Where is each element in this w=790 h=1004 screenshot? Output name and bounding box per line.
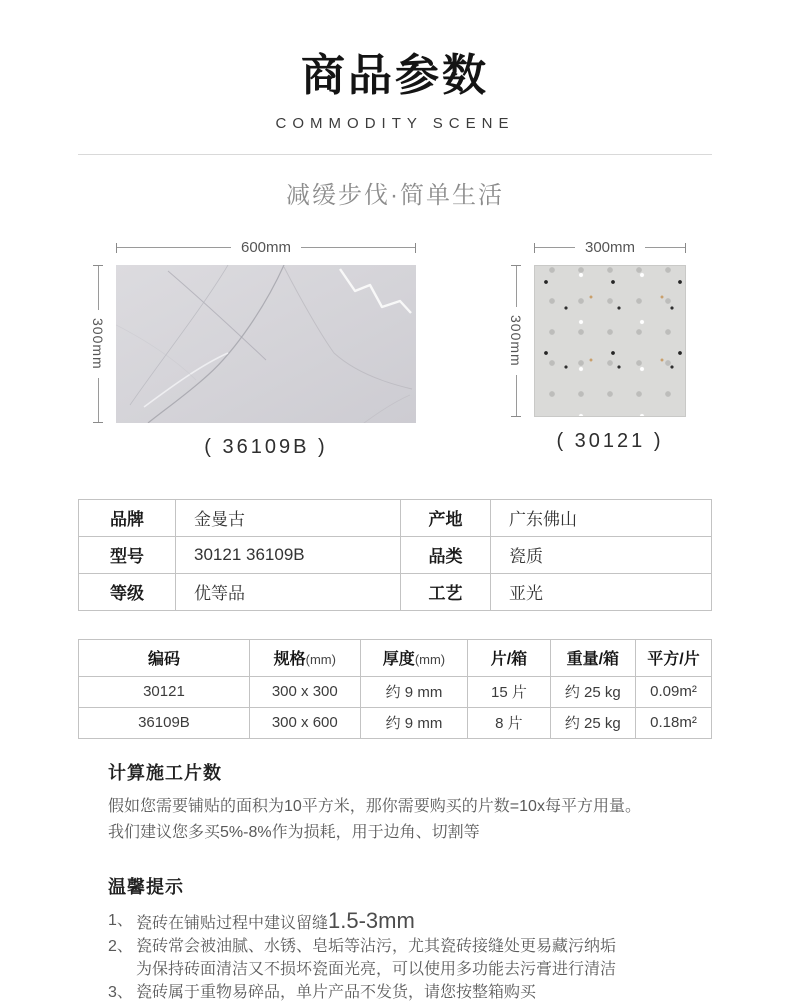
table-row [79, 536, 712, 573]
spec-cell: 8 片 [468, 707, 550, 738]
column-header: 平方/片 [636, 639, 712, 676]
info-value: 广东佛山 [491, 499, 712, 536]
spec-cell: 15 片 [468, 676, 550, 707]
height-dimension-label: 300mm [508, 314, 524, 367]
height-dimension-line [92, 265, 104, 423]
tip-highlight: 1.5-3mm [328, 907, 415, 933]
table-row [79, 573, 712, 610]
info-label: 工艺 [401, 573, 491, 610]
table-header-row [79, 639, 712, 676]
column-header: 规格(mm) [249, 639, 360, 676]
figure-30121 [510, 240, 686, 459]
info-value: 亚光 [491, 573, 712, 610]
column-header: 重量/箱 [550, 639, 635, 676]
tips-section [78, 873, 712, 1004]
spec-cell: 36109B [79, 707, 250, 738]
info-value: 优等品 [176, 573, 401, 610]
column-header: 片/箱 [468, 639, 550, 676]
tip-item: 3、 瓷砖属于重物易碎品，单片产品不发货，请您按整箱购买 [108, 981, 712, 1004]
tile-figures [78, 240, 712, 459]
spec-cell: 0.18m² [636, 707, 712, 738]
column-header: 厚度(mm) [360, 639, 468, 676]
tip-item: 2、 瓷砖常会被油腻、水锈、皂垢等沾污，尤其瓷砖接缝处更易藏污纳垢 为保持砖面清洁又不损坏瓷面光亮，可以使用多功能去污膏进行清洁 [108, 935, 712, 981]
spec-cell: 约 9 mm [360, 676, 468, 707]
terrazzo-tile-image [534, 265, 686, 417]
spec-cell: 约 25 kg [550, 707, 635, 738]
tip-text: 瓷砖常会被油腻、水锈、皂垢等沾污，尤其瓷砖接缝处更易藏污纳垢 为保持砖面清洁又不损坏瓷面光亮，可以使用多功能去污膏进行清洁 [136, 937, 617, 978]
tagline: 减缓步伐·简单生活 [286, 181, 504, 209]
width-dimension-label: 600mm [240, 239, 292, 257]
tip-text: 瓷砖在铺贴过程中建议留缝1.5-3mm [136, 907, 415, 933]
width-dimension-label: 300mm [584, 239, 636, 257]
page-title: 商品参数 [301, 51, 489, 100]
width-dimension-line [534, 240, 686, 256]
spec-cell: 约 9 mm [360, 707, 468, 738]
spec-table [78, 639, 712, 739]
width-dimension-line [116, 240, 416, 256]
page-header [0, 0, 790, 210]
table-row [79, 707, 712, 738]
info-value: 瓷质 [491, 536, 712, 573]
calc-line: 假如您需要铺贴的面积为10平方米，那你需要购买的片数=10x每平方用量。 [108, 797, 641, 815]
info-label: 品牌 [79, 499, 176, 536]
calc-section [78, 759, 712, 846]
info-value: 30121 36109B [176, 536, 401, 573]
tile-code-label: ( 36109B ) [204, 435, 328, 458]
tile-code-label: ( 30121 ) [556, 429, 664, 452]
tip-item: 1、 瓷砖在铺贴过程中建议留缝1.5-3mm [108, 907, 415, 933]
spec-cell: 300 x 300 [249, 676, 360, 707]
header-divider [78, 154, 712, 155]
spec-cell: 300 x 600 [249, 707, 360, 738]
spec-cell: 30121 [79, 676, 250, 707]
info-label: 等级 [79, 573, 176, 610]
info-label: 型号 [79, 536, 176, 573]
calc-heading: 计算施工片数 [108, 762, 222, 783]
tips-heading: 温馨提示 [108, 876, 184, 897]
table-row [79, 499, 712, 536]
spec-cell: 约 25 kg [550, 676, 635, 707]
height-dimension-line [510, 265, 522, 417]
info-label: 品类 [401, 536, 491, 573]
table-row [79, 676, 712, 707]
calc-line: 我们建议您多买5%-8%作为损耗，用于边角、切割等 [108, 823, 480, 841]
spec-cell: 0.09m² [636, 676, 712, 707]
column-header: 编码 [79, 639, 250, 676]
tip-text: 瓷砖属于重物易碎品，单片产品不发货，请您按整箱购买 [136, 983, 537, 1001]
figure-36109B [92, 240, 416, 459]
page-subtitle: COMMODITY SCENE [275, 114, 515, 132]
product-info-table [78, 499, 712, 611]
info-label: 产地 [401, 499, 491, 536]
marble-tile-image [116, 265, 416, 423]
height-dimension-label: 300mm [90, 317, 106, 370]
info-value: 金曼古 [176, 499, 401, 536]
